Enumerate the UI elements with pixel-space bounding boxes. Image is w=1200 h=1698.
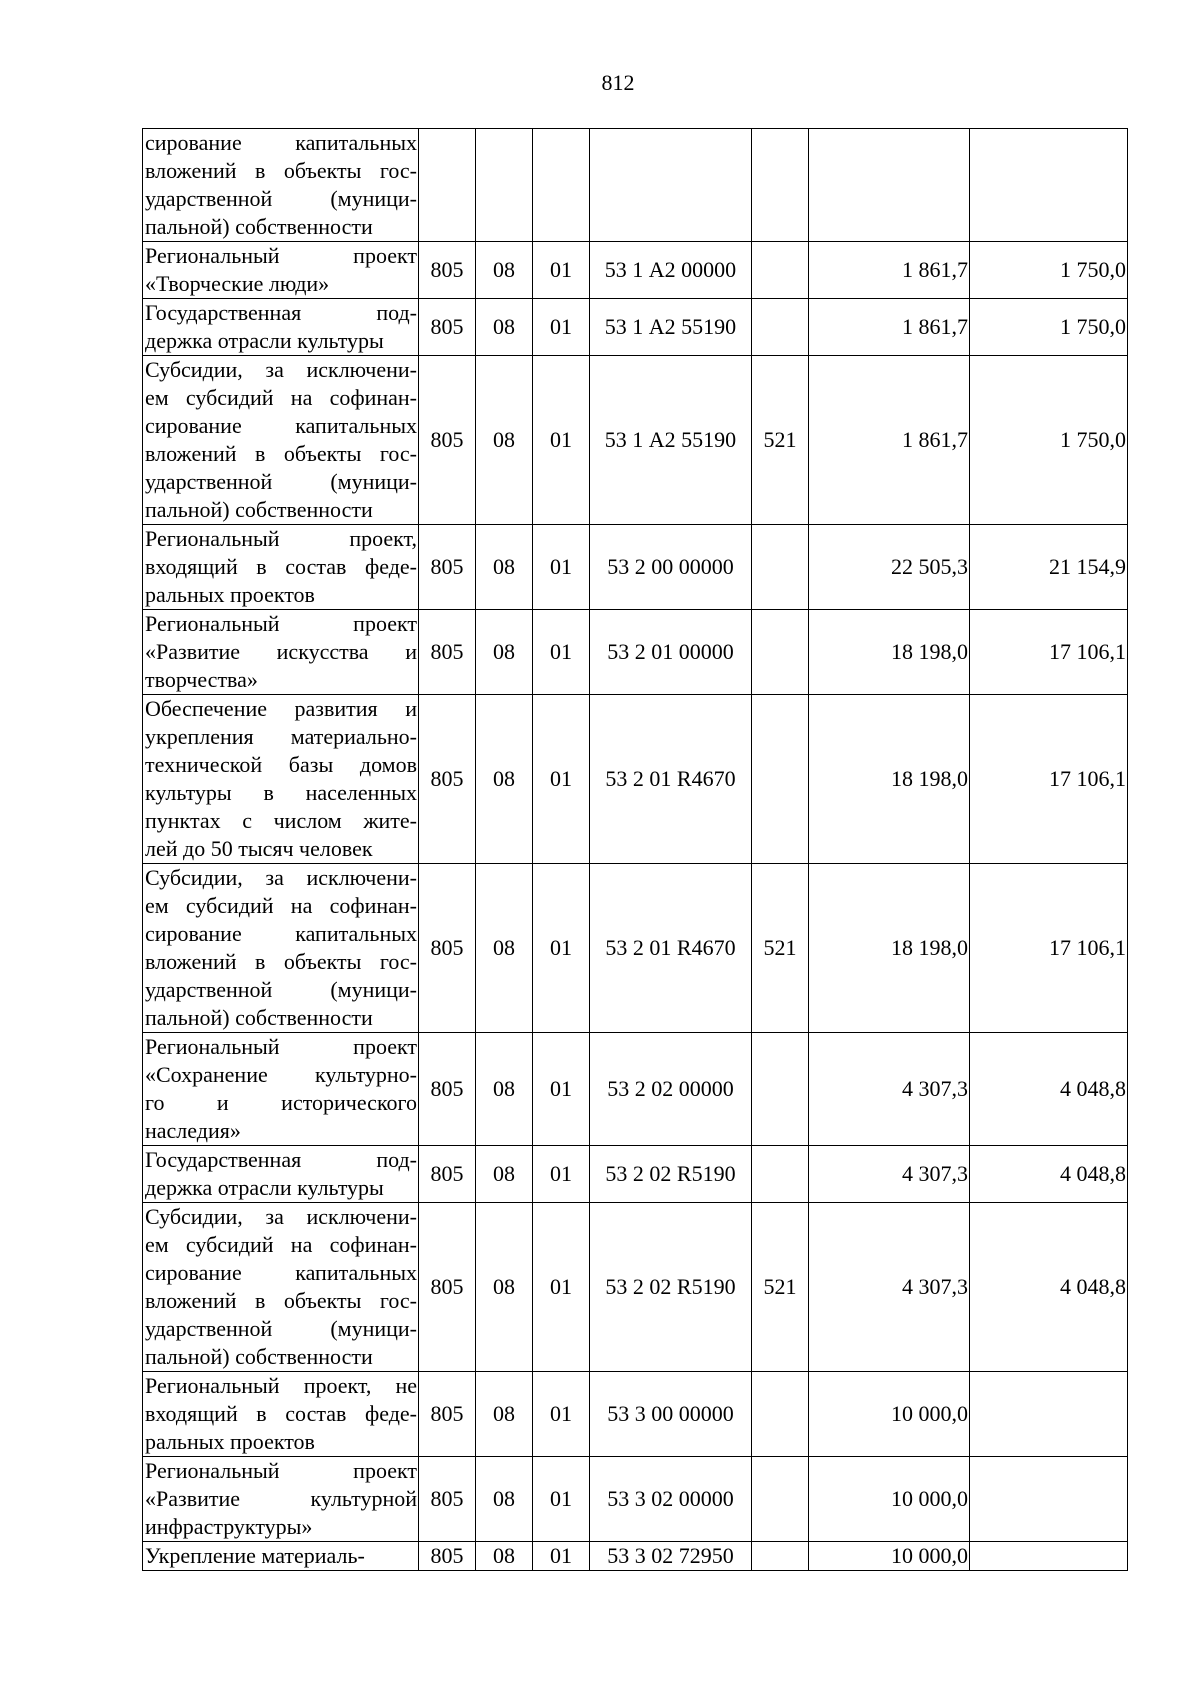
target-article-cell: 53 2 01 00000 [590, 610, 752, 695]
section-code-cell: 08 [476, 695, 533, 864]
target-article-cell: 53 3 02 00000 [590, 1457, 752, 1542]
ved-code-cell: 805 [419, 610, 476, 695]
subsection-code-cell: 01 [533, 356, 590, 525]
expense-type-cell [752, 1372, 809, 1457]
subsection-code-cell: 01 [533, 610, 590, 695]
ved-code-cell: 805 [419, 525, 476, 610]
item-name-line: вложений в объекты гос- [145, 949, 417, 974]
ved-code-cell: 805 [419, 1033, 476, 1146]
item-name-cell [143, 1542, 419, 1571]
table-row [143, 242, 1128, 299]
table-row [143, 1542, 1128, 1571]
target-article-cell: 53 1 А2 55190 [590, 356, 752, 525]
target-article-cell: 53 2 01 R4670 [590, 864, 752, 1033]
item-name-cell [143, 695, 419, 864]
amount-year-1-cell: 1 861,7 [809, 299, 970, 356]
section-code-cell: 08 [476, 610, 533, 695]
item-name-line: Региональный проект, не [145, 1373, 417, 1398]
ved-code-cell [419, 129, 476, 242]
amount-year-1-cell: 1 861,7 [809, 356, 970, 525]
target-article-cell: 53 2 00 00000 [590, 525, 752, 610]
section-code-cell: 08 [476, 1372, 533, 1457]
item-name-line: сирование капитальных [145, 921, 417, 946]
item-name-cell [143, 1146, 419, 1203]
table-row [143, 1146, 1128, 1203]
item-name-line: «Сохранение культурно- [145, 1062, 417, 1087]
item-name-line: «Развитие искусства и [145, 639, 417, 664]
amount-year-2-cell: 4 048,8 [970, 1203, 1128, 1372]
item-name-line: ем субсидий на софинан- [145, 385, 417, 410]
subsection-code-cell: 01 [533, 1457, 590, 1542]
item-name-line: пальной) собственности [145, 1005, 373, 1030]
item-name-line: наследия» [145, 1118, 241, 1143]
table-row [143, 1203, 1128, 1372]
item-name-cell [143, 242, 419, 299]
target-article-cell: 53 2 01 R4670 [590, 695, 752, 864]
expense-type-cell: 521 [752, 864, 809, 1033]
section-code-cell [476, 129, 533, 242]
item-name-line: вложений в объекты гос- [145, 441, 417, 466]
item-name-cell [143, 864, 419, 1033]
item-name-line: входящий в состав феде- [145, 554, 417, 579]
amount-year-1-cell: 4 307,3 [809, 1146, 970, 1203]
amount-year-2-cell: 17 106,1 [970, 610, 1128, 695]
subsection-code-cell: 01 [533, 525, 590, 610]
amount-year-1-cell: 4 307,3 [809, 1203, 970, 1372]
table-row [143, 129, 1128, 242]
target-article-cell: 53 1 А2 00000 [590, 242, 752, 299]
expense-type-cell [752, 525, 809, 610]
item-name-line: го и исторического [145, 1090, 417, 1115]
item-name-line: Региональный проект, [145, 526, 417, 551]
subsection-code-cell: 01 [533, 1146, 590, 1203]
amount-year-1-cell: 18 198,0 [809, 695, 970, 864]
expense-type-cell [752, 242, 809, 299]
table-row [143, 695, 1128, 864]
item-name-line: Субсидии, за исключени- [145, 357, 417, 382]
item-name-line: сирование капитальных [145, 130, 417, 155]
subsection-code-cell: 01 [533, 1542, 590, 1571]
item-name-line: лей до 50 тысяч человек [145, 836, 373, 861]
amount-year-1-cell: 10 000,0 [809, 1457, 970, 1542]
subsection-code-cell: 01 [533, 1372, 590, 1457]
ved-code-cell: 805 [419, 864, 476, 1033]
item-name-cell [143, 1203, 419, 1372]
expense-type-cell [752, 1457, 809, 1542]
item-name-line: ударственной (муници- [145, 186, 417, 211]
item-name-line: Обеспечение развития и [145, 696, 417, 721]
amount-year-2-cell [970, 129, 1128, 242]
ved-code-cell: 805 [419, 1146, 476, 1203]
item-name-line: пальной) собственности [145, 1344, 373, 1369]
subsection-code-cell: 01 [533, 695, 590, 864]
target-article-cell: 53 1 А2 55190 [590, 299, 752, 356]
item-name-line: сирование капитальных [145, 1260, 417, 1285]
target-article-cell [590, 129, 752, 242]
budget-table-body [143, 129, 1128, 1571]
amount-year-2-cell: 4 048,8 [970, 1033, 1128, 1146]
amount-year-2-cell: 21 154,9 [970, 525, 1128, 610]
item-name-line: вложений в объекты гос- [145, 158, 417, 183]
amount-year-1-cell: 18 198,0 [809, 610, 970, 695]
item-name-line: Региональный проект [145, 243, 417, 268]
amount-year-2-cell: 17 106,1 [970, 695, 1128, 864]
section-code-cell: 08 [476, 1542, 533, 1571]
item-name-line: вложений в объекты гос- [145, 1288, 417, 1313]
amount-year-1-cell: 22 505,3 [809, 525, 970, 610]
subsection-code-cell: 01 [533, 864, 590, 1033]
amount-year-2-cell [970, 1372, 1128, 1457]
expense-type-cell [752, 695, 809, 864]
item-name-line: держка отрасли культуры [145, 1175, 384, 1200]
target-article-cell: 53 3 02 72950 [590, 1542, 752, 1571]
amount-year-1-cell: 1 861,7 [809, 242, 970, 299]
amount-year-1-cell: 10 000,0 [809, 1372, 970, 1457]
item-name-line: ем субсидий на софинан- [145, 893, 417, 918]
amount-year-2-cell: 1 750,0 [970, 299, 1128, 356]
page-number: 812 [601, 70, 635, 95]
expense-type-cell [752, 129, 809, 242]
item-name-line: «Развитие культурной [145, 1486, 417, 1511]
item-name-cell [143, 1372, 419, 1457]
table-row [143, 1372, 1128, 1457]
ved-code-cell: 805 [419, 242, 476, 299]
table-row [143, 356, 1128, 525]
item-name-line: технической базы домов [145, 752, 417, 777]
amount-year-1-cell: 4 307,3 [809, 1033, 970, 1146]
item-name-line: Субсидии, за исключени- [145, 865, 417, 890]
ved-code-cell: 805 [419, 1457, 476, 1542]
table-row [143, 1033, 1128, 1146]
item-name-line: сирование капитальных [145, 413, 417, 438]
section-code-cell: 08 [476, 242, 533, 299]
amount-year-1-cell: 18 198,0 [809, 864, 970, 1033]
ved-code-cell: 805 [419, 356, 476, 525]
item-name-line: держка отрасли культуры [145, 328, 384, 353]
subsection-code-cell: 01 [533, 299, 590, 356]
table-row [143, 299, 1128, 356]
item-name-line: пальной) собственности [145, 214, 373, 239]
section-code-cell: 08 [476, 1033, 533, 1146]
item-name-line: ем субсидий на софинан- [145, 1232, 417, 1257]
item-name-cell [143, 525, 419, 610]
item-name-line: Региональный проект [145, 611, 417, 636]
expense-type-cell [752, 1146, 809, 1203]
item-name-line: пальной) собственности [145, 497, 373, 522]
amount-year-1-cell: 10 000,0 [809, 1542, 970, 1571]
amount-year-2-cell: 4 048,8 [970, 1146, 1128, 1203]
table-row [143, 864, 1128, 1033]
expense-type-cell: 521 [752, 1203, 809, 1372]
expense-type-cell [752, 1542, 809, 1571]
item-name-cell [143, 299, 419, 356]
item-name-line: ударственной (муници- [145, 469, 417, 494]
expense-type-cell [752, 299, 809, 356]
table-row [143, 610, 1128, 695]
budget-table [142, 128, 1128, 1571]
ved-code-cell: 805 [419, 1372, 476, 1457]
expense-type-cell [752, 610, 809, 695]
table-row [143, 1457, 1128, 1542]
item-name-line: «Творческие люди» [145, 271, 330, 296]
amount-year-2-cell: 1 750,0 [970, 356, 1128, 525]
item-name-line: Региональный проект [145, 1458, 417, 1483]
amount-year-2-cell: 17 106,1 [970, 864, 1128, 1033]
item-name-cell [143, 1033, 419, 1146]
item-name-line: ральных проектов [145, 582, 315, 607]
expense-type-cell: 521 [752, 356, 809, 525]
item-name-line: ударственной (муници- [145, 977, 417, 1002]
expense-type-cell [752, 1033, 809, 1146]
section-code-cell: 08 [476, 525, 533, 610]
item-name-cell [143, 356, 419, 525]
item-name-line: входящий в состав феде- [145, 1401, 417, 1426]
item-name-line: ральных проектов [145, 1429, 315, 1454]
amount-year-2-cell [970, 1457, 1128, 1542]
table-row [143, 525, 1128, 610]
target-article-cell: 53 3 00 00000 [590, 1372, 752, 1457]
ved-code-cell: 805 [419, 695, 476, 864]
section-code-cell: 08 [476, 1203, 533, 1372]
ved-code-cell: 805 [419, 299, 476, 356]
section-code-cell: 08 [476, 1457, 533, 1542]
section-code-cell: 08 [476, 356, 533, 525]
item-name-line: Государственная под- [145, 1147, 417, 1172]
item-name-line: Региональный проект [145, 1034, 417, 1059]
section-code-cell: 08 [476, 299, 533, 356]
section-code-cell: 08 [476, 1146, 533, 1203]
item-name-cell [143, 610, 419, 695]
item-name-line: культуры в населенных [145, 780, 417, 805]
subsection-code-cell [533, 129, 590, 242]
item-name-line: укрепления материально- [145, 724, 417, 749]
subsection-code-cell: 01 [533, 1203, 590, 1372]
target-article-cell: 53 2 02 R5190 [590, 1203, 752, 1372]
ved-code-cell: 805 [419, 1203, 476, 1372]
item-name-line: пунктах с числом жите- [145, 808, 417, 833]
amount-year-2-cell: 1 750,0 [970, 242, 1128, 299]
item-name-cell [143, 129, 419, 242]
target-article-cell: 53 2 02 R5190 [590, 1146, 752, 1203]
item-name-line: Субсидии, за исключени- [145, 1204, 417, 1229]
item-name-line: Государственная под- [145, 300, 417, 325]
amount-year-2-cell [970, 1542, 1128, 1571]
subsection-code-cell: 01 [533, 242, 590, 299]
item-name-line: творчества» [145, 667, 258, 692]
target-article-cell: 53 2 02 00000 [590, 1033, 752, 1146]
section-code-cell: 08 [476, 864, 533, 1033]
item-name-line: инфраструктуры» [145, 1514, 313, 1539]
ved-code-cell: 805 [419, 1542, 476, 1571]
item-name-cell [143, 1457, 419, 1542]
subsection-code-cell: 01 [533, 1033, 590, 1146]
item-name-line: ударственной (муници- [145, 1316, 417, 1341]
amount-year-1-cell [809, 129, 970, 242]
item-name-line: Укрепление материаль- [145, 1543, 365, 1568]
